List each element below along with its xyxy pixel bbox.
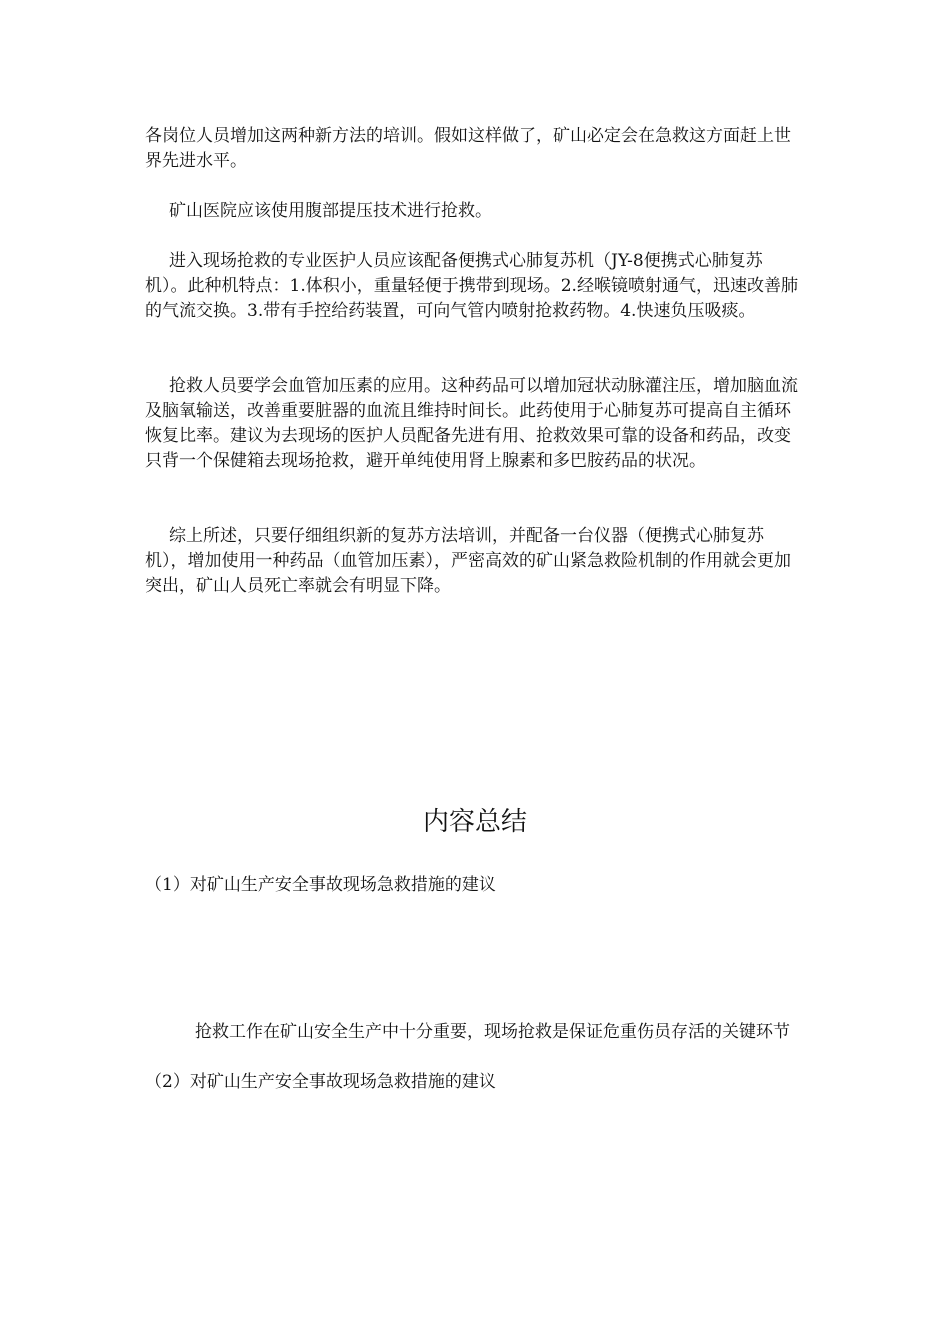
summary-item-2: （2）对矿山生产安全事故现场急救措施的建议: [145, 1072, 496, 1092]
summary-item-1: （1）对矿山生产安全事故现场急救措施的建议: [145, 875, 496, 895]
summary-body: 抢救工作在矿山安全生产中十分重要，现场抢救是保证危重伤员存活的关键环节: [195, 1022, 790, 1042]
paragraph-abdominal-compression: 矿山医院应该使用腹部提压技术进行抢救。: [169, 201, 492, 221]
paragraph-vasopressin: 抢救人员要学会血管加压素的应用。这种药品可以增加冠状动脉灌注压，增加脑血流及脑氧输送，改善重要脏器的血流且维持时间长。此药使用于心肺复苏可提高自主循环恢复比率。建议为去现场的医护人员配备先进有用、抢救效果可靠的设备和药品，改变只背一个保健箱去现场抢救，避开单纯使用肾上腺素和多巴胺药品的状况。: [145, 376, 798, 471]
paragraph-training-summary: 各岗位人员增加这两种新方法的培训。假如这样做了，矿山必定会在急救这方面赶上世界先进水平。: [145, 126, 791, 171]
summary-title: 内容总结: [422, 807, 527, 837]
paragraph-portable-cpr-machine: 进入现场抢救的专业医护人员应该配备便携式心肺复苏机（JY-8便携式心肺复苏机）。此种机特点：1.体积小，重量轻便于携带到现场。2.经喉镜喷射通气，迅速改善肺的气流交换。3.带有手控给药装置，可向气管内喷射抢救药物。4.快速负压吸痰。: [145, 251, 798, 321]
paragraph-conclusion: 综上所述，只要仔细组织新的复苏方法培训，并配备一台仪器（便携式心肺复苏机），增加使用一种药品（血管加压素），严密高效的矿山紧急救险机制的作用就会更加突出，矿山人员死亡率就会有明显下降。: [145, 526, 791, 596]
